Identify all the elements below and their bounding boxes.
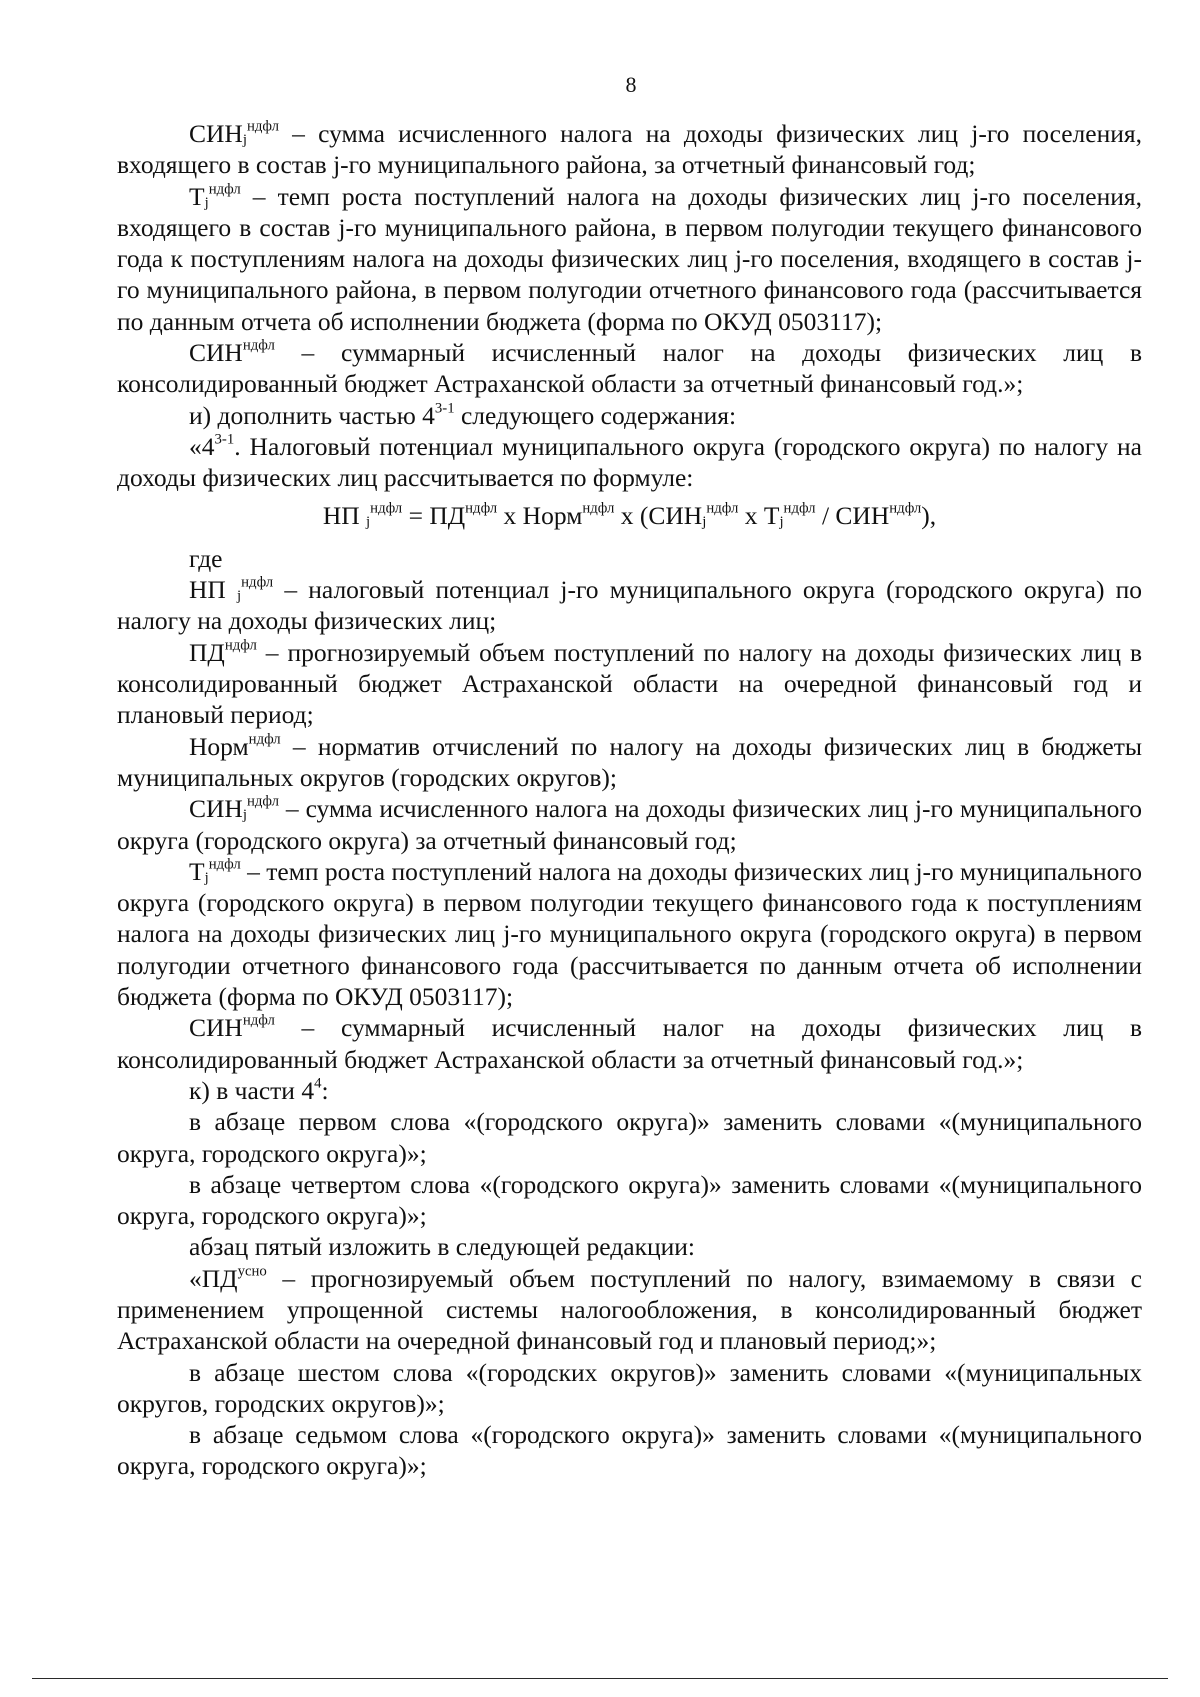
paragraph-pd-usno <box>117 1263 1142 1357</box>
paragraph-sin-total-2 <box>117 1012 1142 1075</box>
paragraph-where <box>117 543 1142 574</box>
paragraph-text: – прогнозируемый объем поступлений по налогу на доходы физических лиц в консолидированный бюджет Астраханской области на очередной финансовый год и плановый период; <box>117 637 1142 730</box>
superscript-ndfl: ндфл <box>889 500 922 517</box>
paragraph-text: к) в части <box>189 1075 302 1105</box>
superscript-ndfl: ндфл <box>582 500 615 517</box>
term-sin: СИН <box>189 338 243 368</box>
index-j: j <box>204 870 209 887</box>
formula-np: НП <box>322 500 360 530</box>
index-j: j <box>779 513 784 530</box>
paragraph-text: в абзаце седьмом слова «(городского округа)» заменить словами «(муниципального округа, городского округа)»; <box>117 1420 1142 1481</box>
part-superscript: 3-1 <box>434 400 455 417</box>
paragraph-text: – суммарный исчисленный налог на доходы физических лиц в консолидированный бюджет Астраханской области за отчетный финансовый год.»; <box>117 338 1142 399</box>
part-superscript: 3-1 <box>214 431 235 448</box>
superscript-ndfl: ндфл <box>241 574 274 591</box>
paragraph-text: в абзаце первом слова «(городского округа)» заменить словами «(муниципального округа, городского округа)»; <box>117 1107 1142 1168</box>
quote-open: « <box>189 1263 202 1293</box>
paragraph-t-j-district <box>117 856 1142 1012</box>
term-pd: ПД <box>189 637 225 667</box>
paragraph-part-4-3-1 <box>117 431 1142 494</box>
superscript-ndfl: ндфл <box>246 118 279 135</box>
paragraph-np-j <box>117 574 1142 637</box>
paragraph-abzac-6 <box>117 1357 1142 1420</box>
formula-operator: x ( <box>614 500 649 530</box>
paragraph-pd <box>117 637 1142 731</box>
paragraph-sin-total <box>117 337 1142 400</box>
term-t: Т <box>189 856 205 886</box>
paragraph-text: – прогнозируемый объем поступлений по налогу, взимаемому в связи с применением упрощенной системы налогообложения, в консолидированный бюджет Астраханской области на очередной финансовый год и плановый период;»; <box>117 1263 1142 1356</box>
paragraph-text: – налоговый потенциал j-го муниципального округа (городского округа) по налогу на доходы физических лиц; <box>117 575 1143 636</box>
term-norm: Норм <box>189 731 249 761</box>
superscript-ndfl: ндфл <box>208 856 241 873</box>
paragraph-abzac-5 <box>117 1231 1142 1262</box>
superscript-ndfl: ндфл <box>224 637 257 654</box>
paragraph-sin-j-district <box>117 793 1142 856</box>
formula-operator: x <box>738 500 764 530</box>
part-number: 4 <box>422 400 435 430</box>
paragraph-amendment-i <box>117 400 1142 431</box>
index-j: j <box>204 194 209 211</box>
superscript-ndfl: ндфл <box>706 500 739 517</box>
formula-operator: ), <box>921 500 937 530</box>
part-number: 4 <box>301 1075 315 1105</box>
formula-operator: x <box>497 500 523 530</box>
paragraph-text: – суммарный исчисленный налог на доходы физических лиц в консолидированный бюджет Астраханской области за отчетный финансовый год.»; <box>117 1013 1142 1074</box>
formula-sin: СИН <box>648 500 703 530</box>
paragraph-text: абзац пятый изложить в следующей редакции: <box>189 1232 695 1262</box>
document-body <box>117 118 1142 1482</box>
page-number: 8 <box>625 72 637 97</box>
page-bottom-rule <box>32 1678 1168 1679</box>
index-j: j <box>242 807 247 824</box>
paragraph-t-j-settlement <box>117 181 1142 337</box>
part-number: 4 <box>201 431 215 461</box>
part-superscript: 4 <box>314 1075 322 1092</box>
term-sin: СИН <box>189 1013 243 1043</box>
index-j: j <box>366 513 371 530</box>
superscript-ndfl: ндфл <box>242 1012 275 1029</box>
formula-operator: / <box>815 500 836 530</box>
term-sin: СИН <box>189 794 243 824</box>
paragraph-text: – темп роста поступлений налога на доходы физических лиц j-го муниципального округа (городского округа) в первом полугодии текущего финансового года к поступлениям налога на доходы физических лиц j-го муниципального округа (городского округа) в первом полугодии отчетного финансового года (рассчитывается по данным отчета об исполнении бюджета (форма по ОКУД 0503117); <box>117 856 1142 1012</box>
term-t: Т <box>189 181 205 211</box>
quote-open: « <box>189 431 202 461</box>
paragraph-abzac-1 <box>117 1106 1142 1169</box>
paragraph-norm <box>117 731 1142 794</box>
formula-norm: Норм <box>522 500 583 530</box>
paragraph-text: в абзаце шестом слова «(городских округов)» заменить словами «(муниципальных округов, городских округов)»; <box>117 1357 1142 1418</box>
formula-operator: = <box>402 500 430 530</box>
superscript-ndfl: ндфл <box>242 337 275 354</box>
term-np: НП <box>189 575 226 605</box>
index-j: j <box>702 513 707 530</box>
superscript-usno: усно <box>237 1263 267 1280</box>
paragraph-text: и) дополнить частью <box>189 400 423 430</box>
term-sin: СИН <box>189 119 243 148</box>
paragraph-text: – норматив отчислений по налогу на доходы физических лиц в бюджеты муниципальных округов (городских округов); <box>117 731 1142 792</box>
paragraph-text: – сумма исчисленного налога на доходы физических лиц j-го поселения, входящего в состав j-го муниципального района, за отчетный финансовый год; <box>117 119 1142 180</box>
paragraph-text: – темп роста поступлений налога на доходы физических лиц j-го поселения, входящего в состав j-го муниципального района, в первом полугодии текущего финансового года к поступлениям налога на доходы физических лиц j-го поселения, входящего в состав j-го муниципального района, в первом полугодии отчетного финансового года (рассчитывается по данным отчета об исполнении бюджета (форма по ОКУД 0503117); <box>117 181 1142 336</box>
index-j: j <box>237 588 242 605</box>
index-j: j <box>242 132 247 149</box>
superscript-ndfl: ндфл <box>208 181 241 198</box>
superscript-ndfl: ндфл <box>246 793 279 810</box>
superscript-ndfl: ндфл <box>370 500 403 517</box>
formula-pd: ПД <box>429 500 466 530</box>
formula-sin-total: СИН <box>835 500 890 530</box>
paragraph-sin-j-settlement <box>117 118 1142 181</box>
paragraph-text: – сумма исчисленного налога на доходы физических лиц j-го муниципального округа (городского округа) за отчетный финансовый год; <box>117 794 1142 855</box>
formula-t: Т <box>763 500 780 530</box>
term-pd: ПД <box>201 1263 238 1293</box>
superscript-ndfl: ндфл <box>465 500 498 517</box>
paragraph-amendment-k <box>117 1075 1142 1106</box>
superscript-ndfl: ндфл <box>783 500 816 517</box>
paragraph-text: . Налоговый потенциал муниципального округа (городского округа) по налогу на доходы физических лиц рассчитывается по формуле: <box>117 431 1142 493</box>
paragraph-abzac-7 <box>117 1419 1142 1482</box>
paragraph-text: следующего содержания: <box>454 400 737 430</box>
paragraph-text: в абзаце четвертом слова «(городского округа)» заменить словами «(муниципального округа, городского округа)»; <box>117 1169 1142 1231</box>
paragraph-abzac-4 <box>117 1169 1142 1232</box>
formula <box>117 500 1142 531</box>
superscript-ndfl: ндфл <box>248 731 281 748</box>
paragraph-text: : <box>321 1075 329 1105</box>
where-label: где <box>189 543 223 573</box>
